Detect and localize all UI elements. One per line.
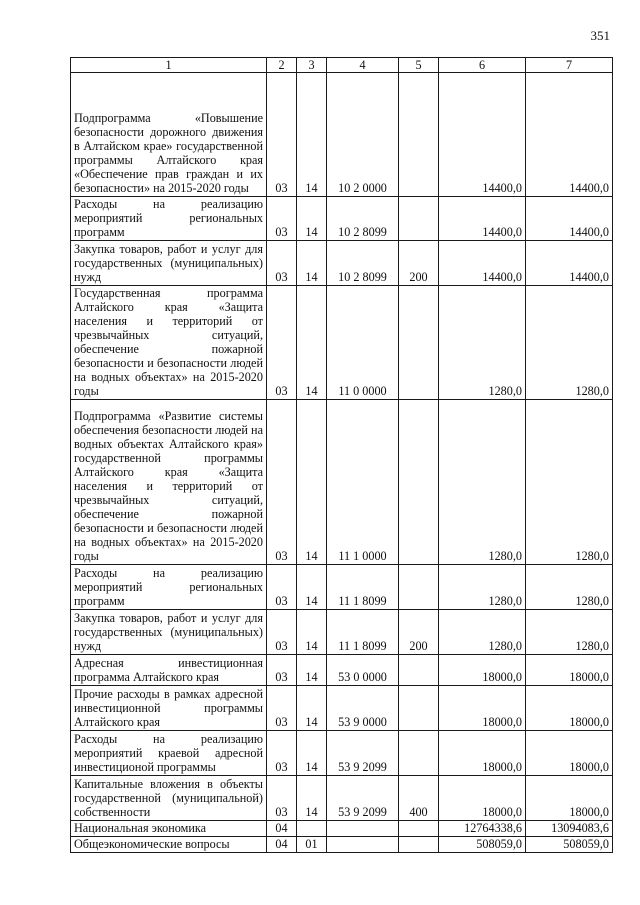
subsection-code: 14 — [297, 241, 327, 286]
subsection-code: 14 — [297, 197, 327, 241]
section-code: 03 — [267, 686, 297, 731]
expense-name: Прочие расходы в рамках адресной инвестиционной программы Алтайского края — [71, 686, 267, 731]
header-cell: 2 — [267, 58, 297, 73]
expense-name: Национальная экономика — [71, 821, 267, 837]
section-code: 03 — [267, 286, 297, 400]
header-cell: 6 — [439, 58, 526, 73]
expense-type-code — [399, 565, 439, 610]
table-row — [71, 73, 613, 197]
expense-name: Адресная инвестиционная программа Алтайского края — [71, 655, 267, 686]
target-article-code: 11 1 0000 — [327, 400, 399, 565]
amount-col6: 18000,0 — [439, 655, 526, 686]
page-number: 351 — [590, 28, 610, 43]
subsection-code: 14 — [297, 655, 327, 686]
amount-col7: 14400,0 — [526, 73, 613, 197]
amount-col6: 1280,0 — [439, 400, 526, 565]
expense-name: Закупка товаров, работ и услуг для государственных (муниципальных) нужд — [71, 610, 267, 655]
amount-col6: 1280,0 — [439, 286, 526, 400]
section-code: 03 — [267, 610, 297, 655]
header-row — [71, 58, 613, 73]
amount-col6: 18000,0 — [439, 731, 526, 776]
table-row — [71, 197, 613, 241]
amount-col6: 18000,0 — [439, 686, 526, 731]
table-row — [71, 821, 613, 837]
expense-name: Государственная программа Алтайского края «Защита населения и территорий от чрезвычайных ситуаций, обеспечение пожарной безопасности и безопасности людей на водных объектах» на 2015-2020 годы — [71, 286, 267, 400]
amount-col6: 508059,0 — [439, 837, 526, 853]
table-row — [71, 837, 613, 853]
target-article-code: 11 0 0000 — [327, 286, 399, 400]
amount-col7: 18000,0 — [526, 731, 613, 776]
target-article-code — [327, 821, 399, 837]
table-row — [71, 655, 613, 686]
section-code: 03 — [267, 565, 297, 610]
expense-name: Подпрограмма «Повышение безопасности дорожного движения в Алтайском крае» государственной программы Алтайского края «Обеспечение прав граждан и их безопасности» на 2015-2020 годы — [71, 73, 267, 197]
subsection-code: 14 — [297, 686, 327, 731]
expense-name: Общеэкономические вопросы — [71, 837, 267, 853]
expense-name: Расходы на реализацию мероприятий краевой адресной инвестиционой программы — [71, 731, 267, 776]
budget-table — [70, 57, 613, 853]
expense-name: Подпрограмма «Развитие системы обеспечения безопасности людей на водных объектах Алтайского края» государственной программы Алтайского края «Защита населения и территорий от чрезвычайных ситуаций, обеспечение пожарной безопасности и безопасности людей на водных объектах» на 2015-2020 годы — [71, 400, 267, 565]
table-row — [71, 686, 613, 731]
target-article-code: 10 2 8099 — [327, 197, 399, 241]
header-cell: 4 — [327, 58, 399, 73]
expense-type-code — [399, 821, 439, 837]
amount-col6: 1280,0 — [439, 565, 526, 610]
subsection-code: 14 — [297, 776, 327, 821]
subsection-code: 14 — [297, 73, 327, 197]
table-row — [71, 776, 613, 821]
section-code: 03 — [267, 73, 297, 197]
target-article-code: 53 9 2099 — [327, 731, 399, 776]
amount-col7: 13094083,6 — [526, 821, 613, 837]
target-article-code: 53 9 2099 — [327, 776, 399, 821]
section-code: 03 — [267, 731, 297, 776]
header-cell: 3 — [297, 58, 327, 73]
table-row — [71, 565, 613, 610]
section-code: 03 — [267, 400, 297, 565]
subsection-code: 14 — [297, 610, 327, 655]
subsection-code: 14 — [297, 731, 327, 776]
section-code: 03 — [267, 776, 297, 821]
expense-name: Капитальные вложения в объекты государственной (муниципальной) собственности — [71, 776, 267, 821]
amount-col7: 1280,0 — [526, 286, 613, 400]
expense-type-code: 200 — [399, 241, 439, 286]
expense-type-code — [399, 400, 439, 565]
expense-type-code: 200 — [399, 610, 439, 655]
subsection-code: 01 — [297, 837, 327, 853]
section-code: 04 — [267, 821, 297, 837]
amount-col6: 18000,0 — [439, 776, 526, 821]
amount-col7: 1280,0 — [526, 400, 613, 565]
amount-col7: 18000,0 — [526, 686, 613, 731]
table-row — [71, 286, 613, 400]
amount-col7: 1280,0 — [526, 610, 613, 655]
subsection-code — [297, 821, 327, 837]
subsection-code: 14 — [297, 565, 327, 610]
header-cell: 5 — [399, 58, 439, 73]
section-code: 03 — [267, 655, 297, 686]
section-code: 03 — [267, 197, 297, 241]
expense-type-code — [399, 731, 439, 776]
amount-col7: 14400,0 — [526, 197, 613, 241]
amount-col7: 14400,0 — [526, 241, 613, 286]
subsection-code: 14 — [297, 286, 327, 400]
target-article-code: 10 2 0000 — [327, 73, 399, 197]
amount-col7: 508059,0 — [526, 837, 613, 853]
amount-col6: 12764338,6 — [439, 821, 526, 837]
expense-name: Расходы на реализацию мероприятий региональных программ — [71, 565, 267, 610]
amount-col7: 18000,0 — [526, 776, 613, 821]
expense-name: Расходы на реализацию мероприятий региональных программ — [71, 197, 267, 241]
section-code: 04 — [267, 837, 297, 853]
header-cell: 7 — [526, 58, 613, 73]
amount-col6: 14400,0 — [439, 241, 526, 286]
expense-type-code — [399, 837, 439, 853]
target-article-code: 11 1 8099 — [327, 565, 399, 610]
section-code: 03 — [267, 241, 297, 286]
amount-col7: 18000,0 — [526, 655, 613, 686]
table-row — [71, 241, 613, 286]
amount-col7: 1280,0 — [526, 565, 613, 610]
target-article-code — [327, 837, 399, 853]
expense-type-code — [399, 73, 439, 197]
target-article-code: 11 1 8099 — [327, 610, 399, 655]
target-article-code: 53 0 0000 — [327, 655, 399, 686]
subsection-code: 14 — [297, 400, 327, 565]
target-article-code: 10 2 8099 — [327, 241, 399, 286]
target-article-code: 53 9 0000 — [327, 686, 399, 731]
expense-type-code — [399, 286, 439, 400]
amount-col6: 14400,0 — [439, 197, 526, 241]
amount-col6: 14400,0 — [439, 73, 526, 197]
expense-type-code — [399, 655, 439, 686]
table-row — [71, 731, 613, 776]
header-cell: 1 — [71, 58, 267, 73]
amount-col6: 1280,0 — [439, 610, 526, 655]
expense-type-code — [399, 197, 439, 241]
table-row — [71, 400, 613, 565]
expense-type-code — [399, 686, 439, 731]
expense-name: Закупка товаров, работ и услуг для государственных (муниципальных) нужд — [71, 241, 267, 286]
expense-type-code: 400 — [399, 776, 439, 821]
table-row — [71, 610, 613, 655]
